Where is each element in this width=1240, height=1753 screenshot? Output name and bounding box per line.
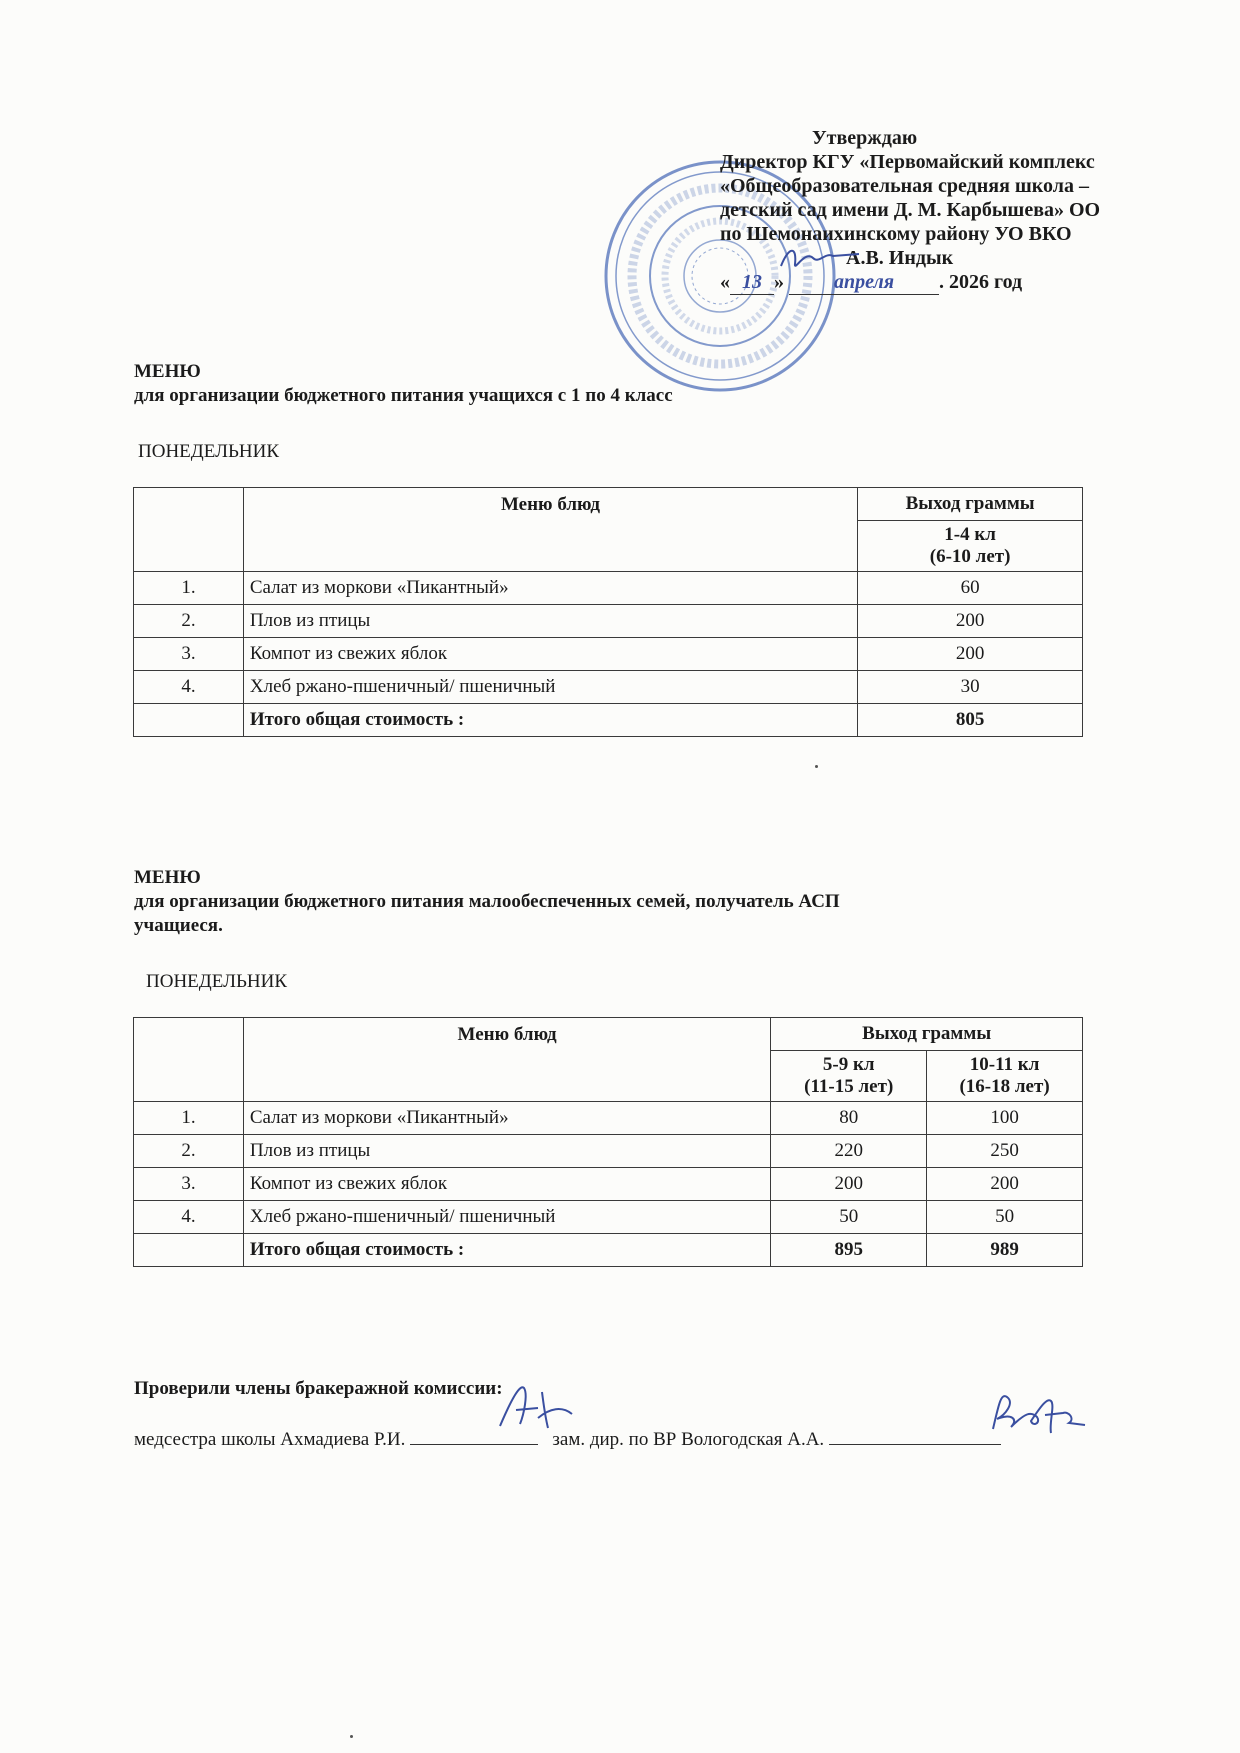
table-row — [134, 572, 1083, 605]
row-value: 50 — [771, 1201, 927, 1234]
row-name: Хлеб ржано-пшеничный/ пшеничный — [243, 671, 857, 704]
approval-line-4: по Шемонаихинскому району УО ВКО — [720, 223, 1072, 245]
row-name: Салат из моркови «Пикантный» — [243, 1102, 770, 1135]
row-value: 60 — [858, 572, 1083, 605]
menu2-day: ПОНЕДЕЛЬНИК — [146, 971, 287, 992]
table-header-row — [134, 488, 1083, 521]
menu1-subtitle: для организации бюджетного питания учащихся с 1 по 4 класс — [134, 385, 673, 406]
table-row — [134, 638, 1083, 671]
approval-heading: Утверждаю — [812, 127, 918, 149]
date-quote-open: « — [720, 271, 730, 293]
date-year: . 2026 год — [939, 271, 1023, 293]
approval-line-1: Директор КГУ «Первомайский комплекс — [720, 151, 1095, 173]
row-name: Салат из моркови «Пикантный» — [243, 572, 857, 605]
deputy-signature-icon — [985, 1383, 1095, 1441]
group-age: (16-18 лет) — [959, 1076, 1050, 1097]
menu1-table — [133, 487, 1083, 737]
menu1-day: ПОНЕДЕЛЬНИК — [138, 441, 279, 462]
row-value: 200 — [858, 638, 1083, 671]
row-value: 80 — [771, 1102, 927, 1135]
table-row — [134, 1135, 1083, 1168]
row-name: Компот из свежих яблок — [243, 638, 857, 671]
header-menu: Меню блюд — [243, 488, 857, 572]
row-num: 3. — [134, 1168, 244, 1201]
header-group-2 — [927, 1051, 1083, 1102]
row-value: 200 — [858, 605, 1083, 638]
group-class: 10-11 кл — [969, 1054, 1040, 1075]
table-row — [134, 1201, 1083, 1234]
member-1: медсестра школы Ахмадиева Р.И. — [134, 1429, 406, 1450]
table-total-row — [134, 704, 1083, 737]
row-value: 220 — [771, 1135, 927, 1168]
group-age: (6-10 лет) — [929, 546, 1011, 567]
row-num: 2. — [134, 605, 244, 638]
header-group-1 — [771, 1051, 927, 1102]
menu2-subtitle-line2: учащиеся. — [134, 915, 223, 936]
row-name: Компот из свежих яблок — [243, 1168, 770, 1201]
row-num: 3. — [134, 638, 244, 671]
group-class: 1-4 кл — [944, 524, 996, 545]
group-class: 5-9 кл — [822, 1054, 875, 1075]
scan-speck — [350, 1735, 353, 1738]
approval-signer: А.В. Индык — [846, 247, 954, 269]
row-num: 2. — [134, 1135, 244, 1168]
row-value: 250 — [927, 1135, 1083, 1168]
row-num: 1. — [134, 1102, 244, 1135]
total-value: 989 — [927, 1234, 1083, 1267]
commission-heading: Проверили члены бракеражной комиссии: — [134, 1378, 503, 1399]
header-num-cell — [134, 1018, 244, 1102]
table-row — [134, 1102, 1083, 1135]
total-num-cell — [134, 704, 244, 737]
approval-line-2: «Общеобразовательная средняя школа – — [720, 175, 1089, 197]
header-output: Выход граммы — [858, 488, 1083, 521]
table-total-row — [134, 1234, 1083, 1267]
approval-line-3: детский сад имени Д. М. Карбышева» ОО — [720, 199, 1101, 221]
row-num: 4. — [134, 671, 244, 704]
total-value: 805 — [858, 704, 1083, 737]
row-name: Хлеб ржано-пшеничный/ пшеничный — [243, 1201, 770, 1234]
total-label: Итого общая стоимость : — [243, 1234, 770, 1267]
row-num: 4. — [134, 1201, 244, 1234]
row-name: Плов из птицы — [243, 605, 857, 638]
row-value: 200 — [771, 1168, 927, 1201]
menu2-table — [133, 1017, 1083, 1267]
header-num-cell — [134, 488, 244, 572]
table-row — [134, 671, 1083, 704]
row-value: 200 — [927, 1168, 1083, 1201]
total-num-cell — [134, 1234, 244, 1267]
nurse-signature-icon — [490, 1378, 590, 1436]
row-name: Плов из птицы — [243, 1135, 770, 1168]
row-value: 30 — [858, 671, 1083, 704]
total-label: Итого общая стоимость : — [243, 704, 857, 737]
row-num: 1. — [134, 572, 244, 605]
row-value: 50 — [927, 1201, 1083, 1234]
table-row — [134, 1168, 1083, 1201]
scan-speck — [815, 765, 818, 768]
signature-line-2 — [829, 1426, 1001, 1445]
menu2-title: МЕНЮ — [134, 867, 201, 888]
header-output: Выход граммы — [771, 1018, 1083, 1051]
member-2: зам. дир. по ВР Вологодская А.А. — [552, 1429, 825, 1450]
header-menu: Меню блюд — [243, 1018, 770, 1102]
header-group-1 — [858, 521, 1083, 572]
date-month: апреля — [789, 270, 939, 295]
group-age: (11-15 лет) — [804, 1076, 894, 1097]
menu2-subtitle-line1: для организации бюджетного питания малообеспеченных семей, получатель АСП — [134, 891, 840, 912]
date-day: 13 — [730, 270, 774, 295]
row-value: 100 — [927, 1102, 1083, 1135]
date-quote-close: » — [774, 271, 784, 293]
director-signature-icon — [775, 238, 865, 278]
total-value: 895 — [771, 1234, 927, 1267]
table-row — [134, 605, 1083, 638]
menu1-title: МЕНЮ — [134, 361, 201, 382]
table-header-row — [134, 1018, 1083, 1051]
